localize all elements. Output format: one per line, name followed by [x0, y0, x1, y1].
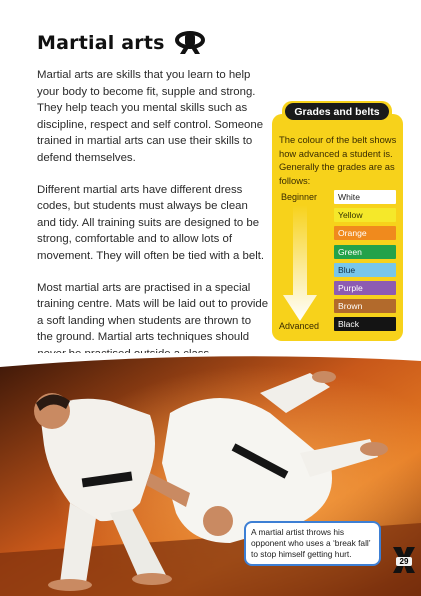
paragraph-training-centre — [37, 280, 269, 363]
belt-list — [334, 190, 396, 336]
black-belt-knot-icon — [175, 31, 205, 55]
belt-orange: Orange — [334, 226, 396, 240]
page-title: Martial arts — [37, 32, 165, 54]
belt-brown: Brown — [334, 299, 396, 313]
advanced-label: Advanced — [279, 321, 320, 331]
progression-arrow-icon — [282, 205, 318, 321]
title-row — [37, 31, 205, 55]
grades-description: The colour of the belt shows how advanced a student is. Generally the grades are as follows: — [279, 134, 397, 186]
belt-yellow: Yellow — [334, 208, 396, 222]
grades-panel-tab — [282, 101, 392, 122]
photo-caption: A martial artist throws his opponent who uses a ‘break fall’ to stop himself getting hurt. — [244, 521, 381, 566]
belt-green: Green — [334, 245, 396, 259]
belt-purple: Purple — [334, 281, 396, 295]
paragraph-3-start: Most martial arts are practised in a special training centre. Mats will be laid out to provide a soft landing when students are thrown to the ground. Martial arts techniques should — [37, 281, 269, 344]
belt-black: Black — [334, 317, 396, 331]
beginner-label: Beginner — [281, 192, 318, 202]
grades-panel-title: Grades and belts — [294, 105, 380, 118]
body-text — [37, 67, 269, 378]
belt-white: White — [334, 190, 396, 204]
paragraph-dress-codes: Different martial arts have different dress codes, but students must always be clean and tidy. All training suits are designed to be strong, comfortable and to allow lots of movement. They will often be tied with a belt. — [37, 183, 265, 262]
paragraph-intro: Martial arts are skills that you learn to help your body to become fit, supple and strong. They help teach you mental skills such as discipline, respect and self control. Someone trained in martial arts can use their skills to defend themselves. — [37, 69, 264, 164]
page-number: 29 — [396, 557, 412, 566]
belt-blue: Blue — [334, 263, 396, 277]
